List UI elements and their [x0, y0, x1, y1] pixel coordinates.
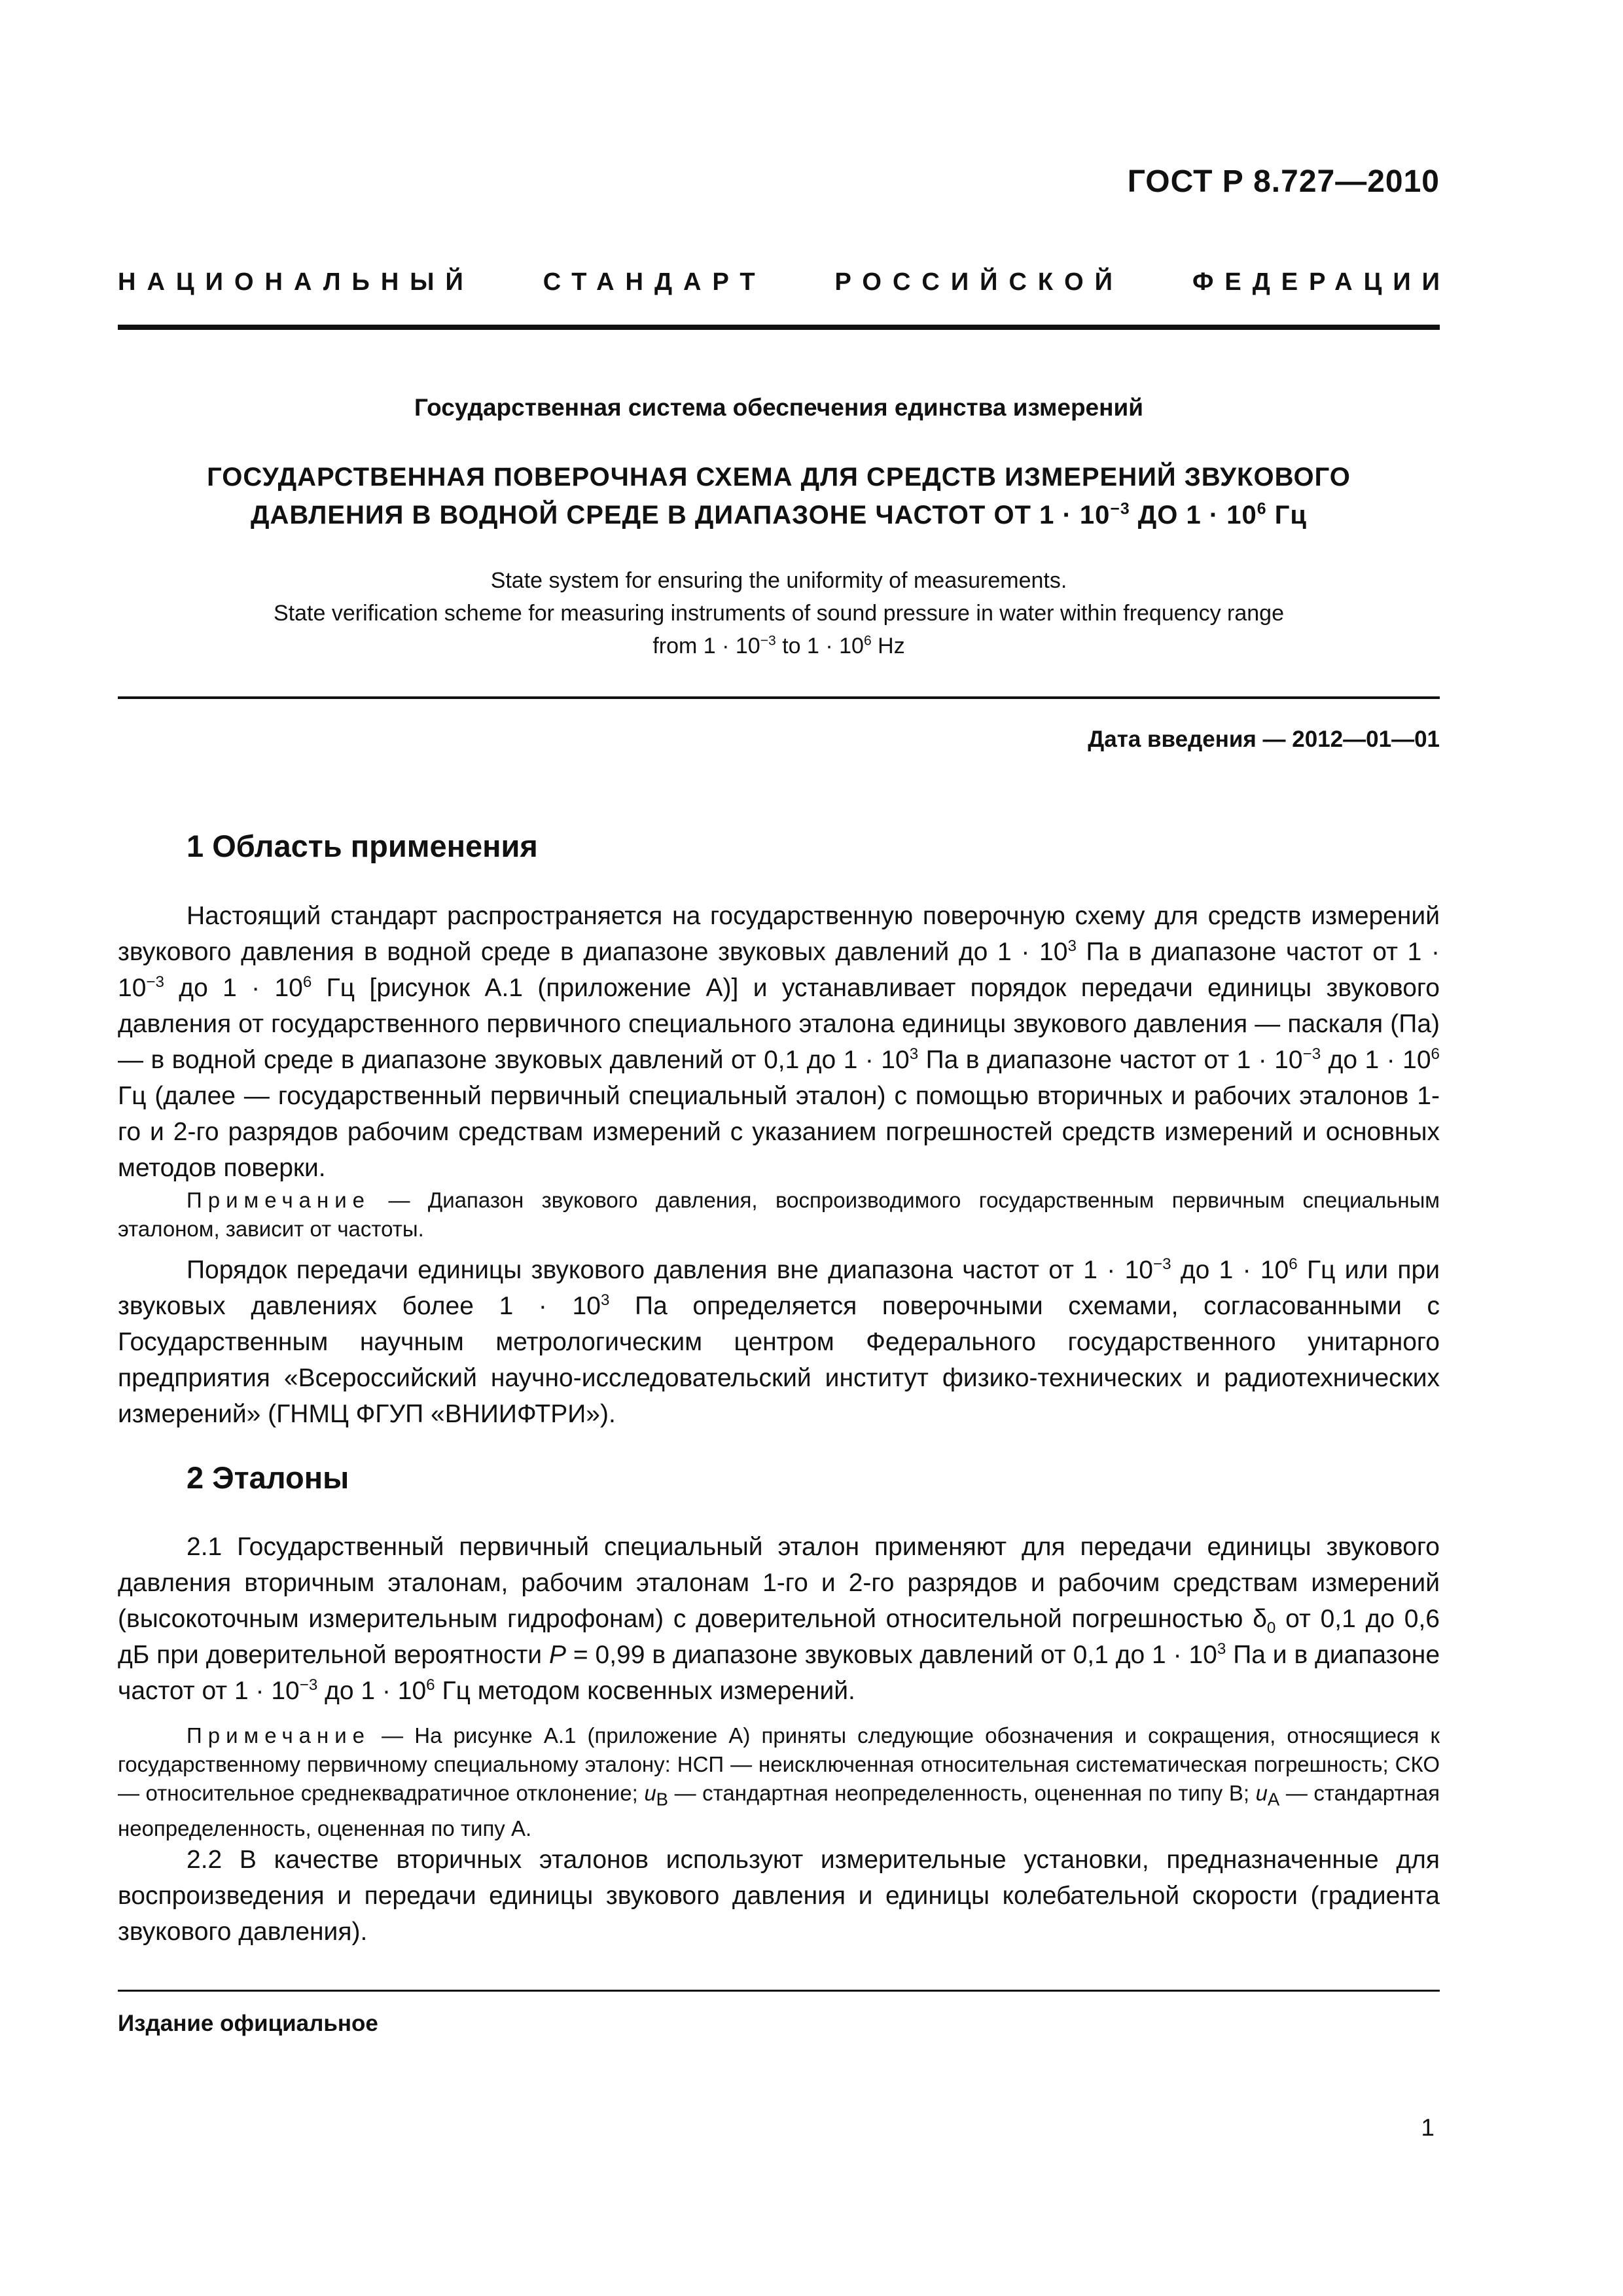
standard-series: Государственная система обеспечения единства измерений	[414, 394, 1143, 421]
section-2-note: Примечание — На рисунке А.1 (приложение А) приняты следующие обозначения и сокращения, относящиеся к государственному первичному специальному эталону: НСП — неисключенная относительная систематическая погрешность; СКО — относительное среднеквадратичное отклонение; $u_B$ — стандартная неопределенность, оцененная по типу B; $u_A$ — стандартная неопределенность, оцененная по типу А.	[118, 1723, 1440, 1840]
english-title-line: State verification scheme for measuring instruments of sound pressure in water within frequency range	[274, 601, 1284, 626]
section-1-note: Примечание — Диапазон звукового давления, воспроизводимого государственным первичным специальным эталоном, зависит от частоты.	[118, 1188, 1440, 1241]
page-number: 1	[1421, 2114, 1435, 2141]
section-1-paragraph-2: Порядок передачи единицы звукового давления вне диапазона частот от $1 \cdot 10^{-3}$ до $1 \cdot 10^6$ Гц или при звуковых давлениях более $1 \cdot 10^3$ Па определяется поверочными схемами, согласованными с Государственным научным метрологическим центром Федерального государственного унитарного предприятия «Всероссийский научно-исследовательский институт физико-технических и радиотехнических измерений» (ГНМЦ ФГУП «ВНИИФТРИ»).	[118, 1255, 1440, 1428]
national-title-word: РОССИЙСКОЙ	[834, 268, 1124, 296]
english-title	[118, 564, 1440, 662]
introduction-date: Дата введения — 2012—01—01	[1088, 726, 1440, 752]
english-title-line: from $1 \cdot 10^{-3}$ to $1 \cdot 10^6$ Hz	[652, 633, 905, 658]
title-divider	[118, 696, 1440, 699]
national-standard-title	[118, 268, 1451, 296]
official-edition-label: Издание официальное	[118, 2011, 378, 2036]
section-2-paragraph-2-1: 2.1 Государственный первичный специальный эталон применяют для передачи единицы звукового давления вторичным эталонам, рабочим эталонам 1-го и 2-го разрядов и рабочим средствам измерений (высокоточным измерительным гидрофонам) с доверительной относительной погрешностью $\delta_0$ от 0,1 до 0,6 дБ при доверительной вероятности P = 0,99 в диапазоне звуковых давлений от 0,1 до $1 \cdot 10^3$ Па и в диапазоне частот от $1 \cdot 10^{-3}$ до $1 \cdot 10^6$ Гц методом косвенных измерений.	[118, 1533, 1440, 1705]
document-number: ГОСТ Р 8.727—2010	[1127, 164, 1440, 199]
section-1-paragraph-1: Настоящий стандарт распространяется на государственную поверочную схему для средств измерений звукового давления в водной среде в диапазоне звуковых давлений до $1 \cdot 10^3$ Па в диапазоне частот от $1 \cdot 10^{-3}$ до $1 \cdot 10^6$ Гц [рисунок А.1 (приложение А)] и устанавливает порядок передачи единицы звукового давления от государственного первичного специального эталона единицы звукового давления — паскаля (Па) — в водной среде в диапазоне звуковых давлений от 0,1 до $1 \cdot 10^3$ Па в диапазоне частот от $1 \cdot 10^{-3}$ до $1 \cdot 10^6$ Гц (далее — государственный первичный специальный эталон) с помощью вторичных и рабочих эталонов 1-го и 2-го разрядов рабочим средствам измерений с указанием погрешностей средств измерений и основных методов поверки.	[118, 902, 1440, 1182]
section-1-heading: 1 Область применения	[187, 829, 538, 863]
section-2-paragraph-2-2: 2.2 В качестве вторичных эталонов используют измерительные установки, предназначенные для воспроизведения и передачи единицы звукового давления и единицы колебательной скорости (градиента звукового давления).	[118, 1846, 1440, 1946]
english-title-line: State system for ensuring the uniformity of measurements.	[490, 568, 1067, 593]
national-title-word: ФЕДЕРАЦИИ	[1192, 268, 1451, 296]
title-line-1: ГОСУДАРСТВЕННАЯ ПОВЕРОЧНАЯ СХЕМА ДЛЯ СРЕДСТВ ИЗМЕРЕНИЙ ЗВУКОВОГО	[207, 463, 1351, 492]
footer-divider	[118, 1990, 1440, 1992]
national-title-word: НАЦИОНАЛЬНЫЙ	[118, 268, 474, 296]
title-line-2: ДАВЛЕНИЯ В ВОДНОЙ СРЕДЕ В ДИАПАЗОНЕ ЧАСТОТ ОТ $1 \cdot 10^{-3}$ ДО $1 \cdot 10^6$ Гц	[251, 500, 1307, 529]
section-2-heading: 2 Эталоны	[187, 1460, 349, 1495]
header-divider	[118, 325, 1440, 330]
national-title-word: СТАНДАРТ	[543, 268, 766, 296]
document-title	[118, 458, 1440, 534]
